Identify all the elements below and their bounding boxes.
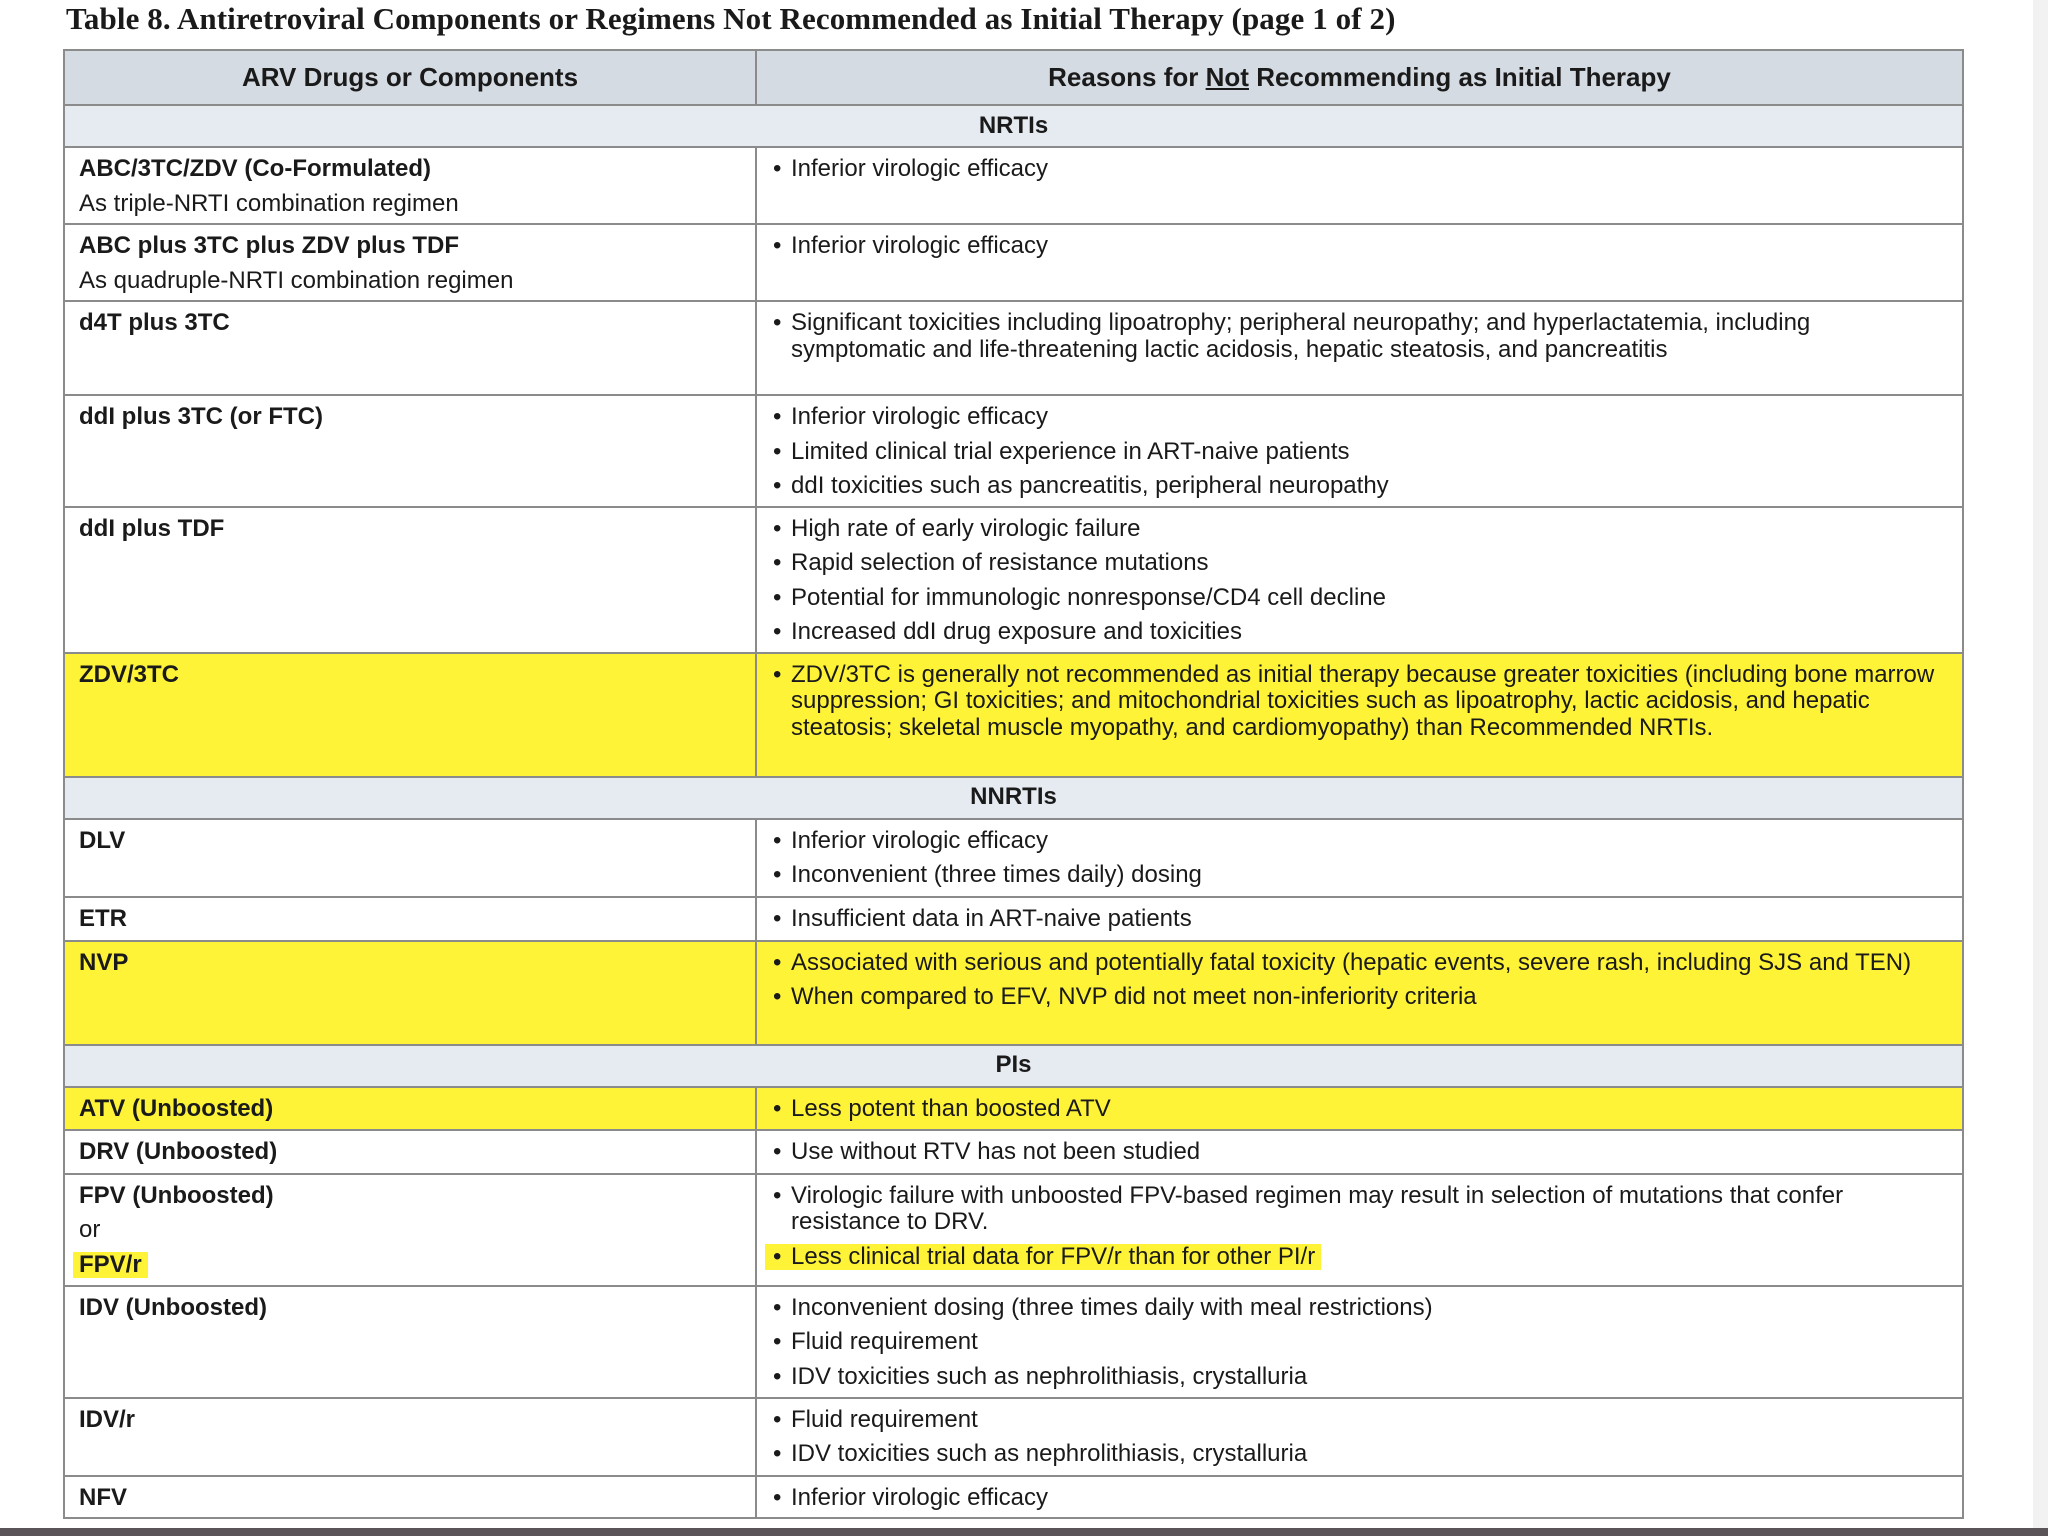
reason-item [771, 233, 1948, 260]
reason-item [771, 404, 1948, 431]
bullet-icon: • [773, 1362, 782, 1390]
reason-text: IDV toxicities such as nephrolithiasis, crystalluria [791, 1362, 1308, 1390]
drug-cell [64, 1476, 756, 1519]
bottom-bar [0, 1528, 2048, 1536]
reason-text: Virologic failure with unboosted FPV-based regimen may result in selection of mutations that confer resistance to DRV. [791, 1181, 1844, 1235]
bullet-icon: • [773, 155, 782, 182]
bullet-icon: • [773, 1405, 782, 1433]
reason-item [771, 1407, 1948, 1434]
arv-table [63, 49, 1964, 1519]
section-title: PIs [64, 1045, 1963, 1087]
header-reasons-not: Not [1205, 62, 1249, 93]
reason-text: Inferior virologic efficacy [791, 232, 1048, 259]
table-row [64, 819, 1963, 897]
header-drugs: ARV Drugs or Components [64, 50, 756, 105]
reasons-cell [756, 224, 1963, 301]
drug-cell [64, 1398, 756, 1476]
table-row [64, 1398, 1963, 1476]
reason-text: Less clinical trial data for FPV/r than for other PI/r [791, 1242, 1316, 1270]
drug-name: ATV (Unboosted) [79, 1094, 274, 1122]
bullet-icon: • [773, 309, 782, 336]
reasons-cell [756, 507, 1963, 653]
reasons-cell [756, 897, 1963, 941]
bullet-icon: • [773, 514, 782, 542]
reason-item [771, 1295, 1948, 1322]
drug-name: IDV/r [79, 1405, 136, 1433]
drug-name: NVP [79, 948, 129, 976]
reason-item [771, 310, 1948, 363]
reasons-cell [756, 1398, 1963, 1476]
reason-text: Inferior virologic efficacy [791, 826, 1048, 854]
reason-item [771, 1329, 1948, 1356]
reason-text: Inconvenient (three times daily) dosing [791, 861, 1202, 888]
drug-name: ETR [79, 904, 127, 932]
bullet-icon: • [773, 472, 782, 499]
reason-text: Limited clinical trial experience in ART-naive patients [791, 437, 1350, 465]
reason-item [771, 862, 1948, 889]
reasons-cell [756, 1174, 1963, 1286]
reason-text: ddI toxicities such as pancreatitis, peripheral neuropathy [791, 472, 1389, 499]
drug-name-highlighted: FPV/r [73, 1252, 148, 1279]
table-title: Table 8. Antiretroviral Components or Regimens Not Recommended as Initial Therapy (page 1 of 2) [66, 1, 1396, 36]
reasons-cell [756, 1286, 1963, 1398]
reason-item [771, 156, 1948, 183]
page-edge [2033, 0, 2048, 1536]
drug-name: ABC plus 3TC plus ZDV plus TDF [79, 232, 460, 259]
drug-cell [64, 1286, 756, 1398]
drug-name: DLV [79, 826, 126, 854]
drug-name: NFV [79, 1483, 127, 1511]
section-row [64, 1045, 1963, 1087]
reason-item-highlighted [771, 1244, 1948, 1271]
reason-text: Inferior virologic efficacy [791, 155, 1048, 182]
table-row [64, 301, 1963, 395]
reasons-cell [756, 941, 1963, 1045]
reason-item [771, 473, 1948, 500]
reason-item [771, 1441, 1948, 1468]
section-row [64, 105, 1963, 147]
drug-cell [64, 1087, 756, 1130]
header-reasons-pre: Reasons for [1048, 62, 1206, 93]
reason-item [771, 516, 1948, 543]
bullet-icon: • [773, 1137, 782, 1165]
table-row [64, 1476, 1963, 1519]
reason-text: Potential for immunologic nonresponse/CD4 cell decline [791, 583, 1386, 611]
reason-item [771, 662, 1948, 742]
bullet-icon: • [773, 1293, 782, 1321]
drug-cell [64, 1130, 756, 1174]
drug-name: IDV (Unboosted) [79, 1293, 267, 1321]
reason-text: Rapid selection of resistance mutations [791, 549, 1209, 576]
table-row [64, 224, 1963, 301]
reason-item [771, 439, 1948, 466]
drug-name: DRV (Unboosted) [79, 1137, 278, 1165]
bullet-icon: • [773, 1483, 782, 1511]
section-title: NNRTIs [64, 777, 1963, 819]
reason-item [771, 828, 1948, 855]
table-row [64, 395, 1963, 507]
reason-text: Use without RTV has not been studied [791, 1137, 1201, 1165]
drug-note: As triple-NRTI combination regimen [79, 189, 459, 217]
drug-cell [64, 897, 756, 941]
bullet-icon: • [773, 983, 782, 1010]
reasons-cell [756, 819, 1963, 897]
reason-text: Insufficient data in ART-naive patients [791, 904, 1192, 932]
bullet-icon: • [773, 1440, 782, 1467]
bullet-icon: • [773, 618, 782, 645]
drug-cell [64, 224, 756, 301]
reason-item [771, 619, 1948, 646]
drug-cell [64, 507, 756, 653]
table-row-highlighted [64, 941, 1963, 1045]
reasons-cell [756, 1476, 1963, 1519]
reasons-cell [756, 301, 1963, 395]
reasons-cell [756, 147, 1963, 224]
reason-text: Increased ddI drug exposure and toxicities [791, 618, 1242, 645]
bullet-icon: • [773, 232, 782, 259]
section-title: NRTIs [64, 105, 1963, 147]
reason-item [771, 906, 1948, 933]
bullet-icon: • [773, 583, 782, 611]
drug-cell [64, 147, 756, 224]
bullet-icon: • [773, 826, 782, 854]
table-row [64, 897, 1963, 941]
reasons-cell [756, 1087, 1963, 1130]
table-row [64, 1174, 1963, 1286]
bullet-icon: • [773, 861, 782, 888]
reason-text: High rate of early virologic failure [791, 514, 1141, 542]
reasons-cell [756, 395, 1963, 507]
bullet-icon: • [773, 904, 782, 932]
drug-name: ddI plus TDF [79, 514, 225, 542]
reason-text: Inferior virologic efficacy [791, 1483, 1048, 1511]
reason-item [771, 984, 1948, 1011]
reason-text: Associated with serious and potentially fatal toxicity (hepatic events, severe rash, including SJS and TEN) [791, 948, 1912, 976]
header-reasons-post: Recommending as Initial Therapy [1248, 62, 1671, 93]
table-row [64, 1286, 1963, 1398]
header-reasons [756, 50, 1963, 105]
drug-or: or [79, 1216, 101, 1243]
drug-cell [64, 819, 756, 897]
bullet-icon: • [773, 1181, 782, 1209]
reason-text: Inferior virologic efficacy [791, 403, 1048, 430]
reason-text: Fluid requirement [791, 1328, 978, 1355]
reason-text: ZDV/3TC is generally not recommended as initial therapy because greater toxicities (including bone marrow suppression; GI toxicities; and mitochondrial toxicities such as lipoatrophy, lactic acidosis, and hepatic steatosis; skeletal muscle myopathy, and cardiomyopathy) than Recommended NRTIs. [791, 660, 1935, 741]
table-row-highlighted [64, 1087, 1963, 1130]
drug-cell [64, 653, 756, 777]
header-row [64, 50, 1963, 105]
table-row [64, 1130, 1963, 1174]
drug-name: ddI plus 3TC (or FTC) [79, 403, 323, 430]
reason-item [771, 550, 1948, 577]
drug-cell [64, 1174, 756, 1286]
drug-name: FPV (Unboosted) [79, 1181, 274, 1209]
bullet-icon: • [773, 549, 782, 576]
bullet-icon: • [773, 1094, 782, 1122]
reason-text: When compared to EFV, NVP did not meet non-inferiority criteria [791, 983, 1477, 1010]
bullet-icon: • [773, 1242, 782, 1270]
section-row [64, 777, 1963, 819]
reason-item [771, 950, 1948, 977]
reason-text: Significant toxicities including lipoatrophy; peripheral neuropathy; and hyperlactatemia, including symptomatic and life-threatening lactic acidosis, hepatic steatosis, and pancreatitis [791, 309, 1811, 363]
drug-cell [64, 301, 756, 395]
drug-name: ABC/3TC/ZDV (Co-Formulated) [79, 155, 431, 182]
reason-item [771, 1364, 1948, 1391]
bullet-icon: • [773, 403, 782, 430]
reason-item [771, 1183, 1948, 1236]
reason-item [771, 585, 1948, 612]
drug-cell [64, 941, 756, 1045]
reason-text: IDV toxicities such as nephrolithiasis, crystalluria [791, 1440, 1308, 1467]
table-row [64, 507, 1963, 653]
drug-name: d4T plus 3TC [79, 309, 230, 336]
bullet-icon: • [773, 1328, 782, 1355]
reasons-cell [756, 1130, 1963, 1174]
reason-item [771, 1139, 1948, 1166]
bullet-icon: • [773, 948, 782, 976]
reason-text: Less potent than boosted ATV [791, 1094, 1111, 1122]
drug-name: ZDV/3TC [79, 660, 180, 688]
bullet-icon: • [773, 437, 782, 465]
reason-text: Inconvenient dosing (three times daily with meal restrictions) [791, 1293, 1433, 1321]
drug-cell [64, 395, 756, 507]
bullet-icon: • [773, 660, 782, 688]
table-row-highlighted [64, 653, 1963, 777]
reason-text: Fluid requirement [791, 1405, 978, 1433]
table-row [64, 147, 1963, 224]
reasons-cell [756, 653, 1963, 777]
drug-note: As quadruple-NRTI combination regimen [79, 266, 514, 294]
reason-item [771, 1096, 1948, 1123]
reason-item [771, 1485, 1948, 1512]
